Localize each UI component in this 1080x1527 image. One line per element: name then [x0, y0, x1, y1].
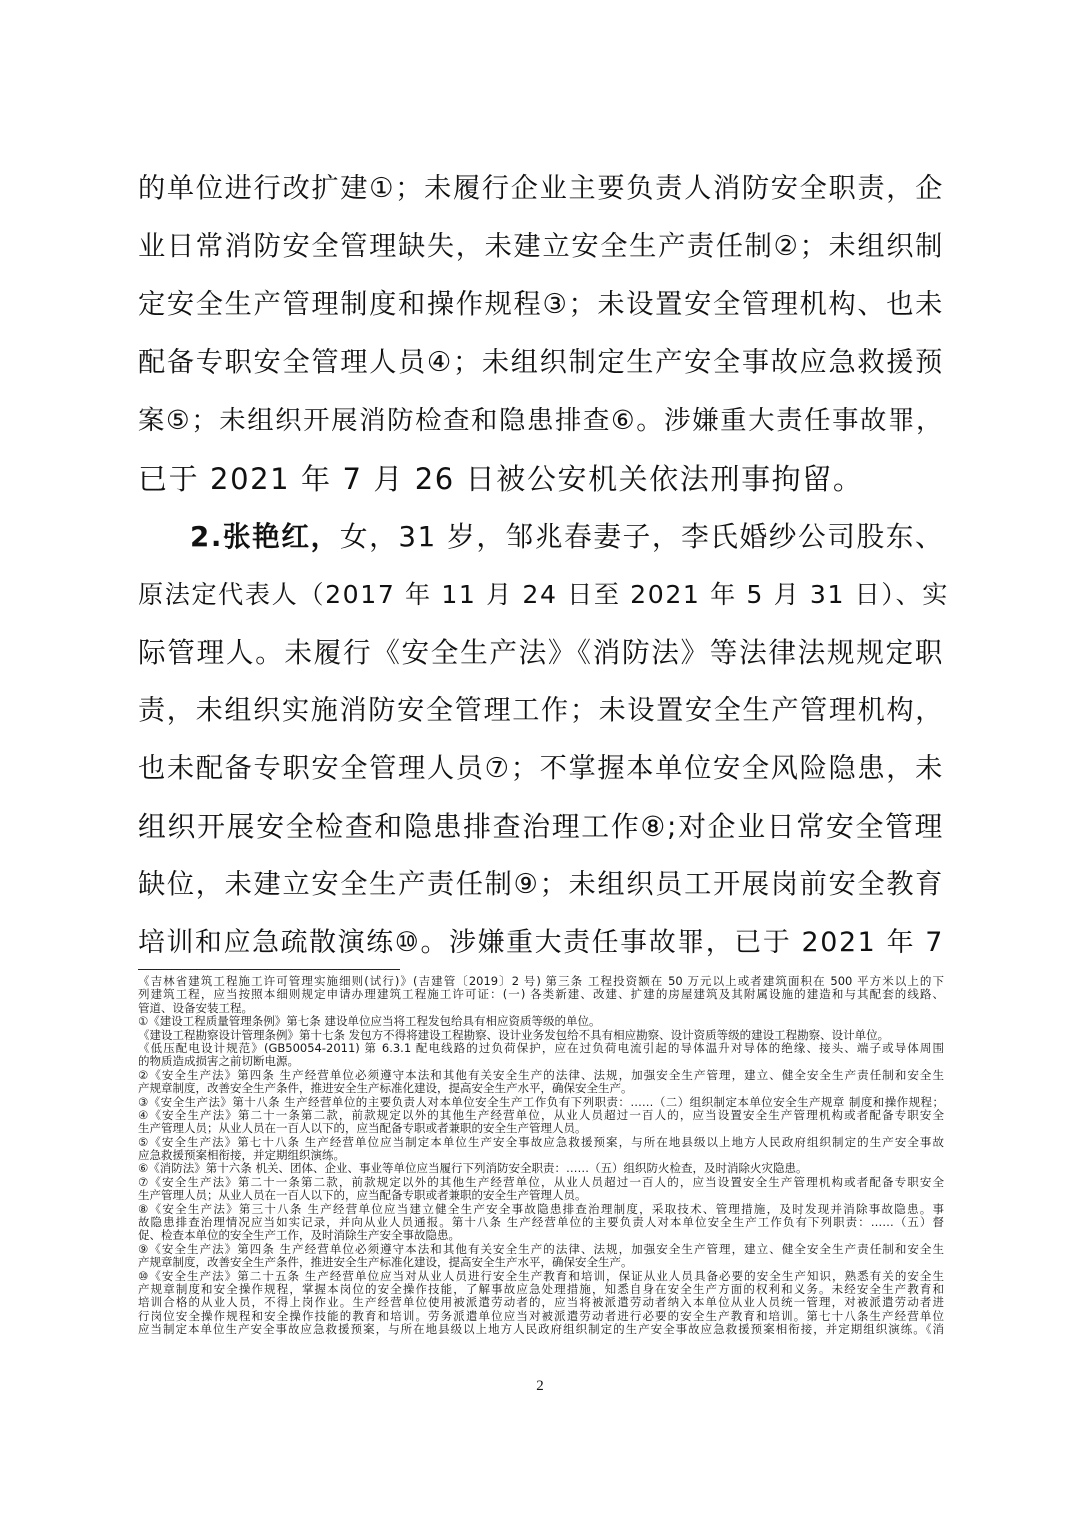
footnote-line: ①《建设工程质量管理条例》第七条 建设单位应当将工程发包给具有相应资质等级的单位。: [138, 1014, 601, 1029]
body-line: 业日常消防安全管理缺失，未建立安全生产责任制②；未组织制: [138, 231, 944, 262]
footnote-line: ⑦《安全生产法》第二十一条第二款，前款规定以外的其他生产经营单位，从业人员超过一百人的，应当设置安全生产管理机构或者配备专职安全: [138, 1174, 944, 1189]
footnote-line: ③《安全生产法》第十八条 生产经营单位的主要负责人对本单位安全生产工作负有下列职责：……（二）组织制定本单位安全生产规章 制度和操作规程；: [138, 1094, 944, 1109]
footnote-line: ⑤《安全生产法》第七十八条 生产经营单位应当制定本单位生产安全事故应急救援预案，与所在地县级以上地方人民政府组织制定的生产安全事故: [138, 1134, 944, 1149]
footnote-line: 《建设工程勘察设计管理条例》第十七条 发包方不得将建设工程勘察、设计业务发包给不具有相应勘察、设计资质等级的建设工程勘察、设计单位。: [138, 1027, 890, 1042]
footnote-line: 生产管理人员；从业人员在一百人以下的，应当配备专职或者兼职的安全生产管理人员。: [138, 1121, 587, 1136]
body-line: 配备专职安全管理人员④；未组织制定生产安全事故应急救援预: [138, 347, 944, 378]
footnote-line: 故隐患排查治理情况应当如实记录，并向从业人员通报。第十八条 生产经营单位的主要负责人对本单位安全生产工作负有下列职责：……（五）督: [138, 1215, 944, 1230]
person-description: 女，31 岁，邹兆春妻子，李氏婚纱公司股东、: [339, 520, 945, 553]
footnote-line: 的物质造成损害之前切断电源。: [138, 1054, 299, 1069]
footnote-line: 应当制定本单位生产安全事故应急救援预案，与所在地县级以上地方人民政府组织制定的生产安全事故应急救援预案相衔接，并定期组织演练。《消: [138, 1322, 944, 1337]
body-line: 组织开展安全检查和隐患排查治理工作⑧;对企业日常安全管理: [138, 810, 944, 843]
body-text: [138, 160, 949, 972]
footnote-line: 列建筑工程，应当按照本细则规定申请办理建筑工程施工许可证：(一) 各类新建、改建、扩建的房屋建筑及其附属设施的建造和与其配套的线路、: [138, 987, 944, 1002]
footnote-line: 产规章制度，改善安全生产条件，推进安全生产标准化建设，提高安全生产水平，确保安全生产。: [138, 1081, 633, 1096]
footnote-line: ④《安全生产法》第二十一条第二款，前款规定以外的其他生产经营单位，从业人员超过一百人的，应当设置安全生产管理机构或者配备专职安全: [138, 1107, 944, 1122]
body-line: 已于 2021 年 7 月 26 日被公安机关依法刑事拘留。: [138, 462, 864, 496]
footnote-line: 行岗位安全操作规程和安全操作技能的教育和培训。劳务派遣单位应当对被派遣劳动者进行必要的安全生产教育和培训。第七十八条生产经营单位: [138, 1308, 944, 1323]
body-line: 培训和应急疏散演练⑩。涉嫌重大责任事故罪，已于 2021 年 7: [138, 927, 944, 958]
body-line: 的单位进行改扩建①；未履行企业主要负责人消防安全职责，企: [138, 173, 944, 204]
person-name: 2.张艳红，: [190, 520, 340, 553]
footnote-line: ⑩《安全生产法》第二十五条 生产经营单位应当对从业人员进行安全生产教育和培训，保证从业人员具备必要的安全生产知识，熟悉有关的安全生: [138, 1268, 944, 1283]
body-line: 缺位，未建立安全生产责任制⑨；未组织员工开展岗前安全教育: [138, 869, 944, 900]
body-line: 责，未组织实施消防安全管理工作；未设置安全生产管理机构，: [138, 695, 944, 726]
footnote-line: 产规章制度，改善安全生产条件，推进安全生产标准化建设，提高安全生产水平，确保安全生产。: [138, 1255, 633, 1270]
footnote-line: 应急救援预案相衔接，并定期组织演练。: [138, 1148, 345, 1163]
footnote-line: 《低压配电设计规范》(GB50054-2011) 第 6.3.1 配电线路的过负荷保护，应在过负荷电流引起的导体温升对导体的绝缘、接头、端子或导体周围: [138, 1040, 944, 1055]
footnotes: [138, 975, 944, 1337]
body-line: 定安全生产管理制度和操作规程③；未设置安全管理机构、也未: [138, 289, 944, 320]
body-line: 际管理人。未履行《安全生产法》《消防法》等法律法规规定职: [138, 636, 944, 669]
page-number: 2: [536, 1378, 544, 1394]
footnote-line: 《吉林省建筑工程施工许可管理实施细则(试行)》(吉建管〔2019〕2 号) 第三条 工程投资额在 50 万元以上或者建筑面积在 500 平方米以上的下: [138, 974, 944, 988]
body-line: 案⑤；未组织开展消防检查和隐患排查⑥。涉嫌重大责任事故罪，: [138, 406, 944, 436]
body-line: 也未配备专职安全管理人员⑦；不掌握本单位安全风险隐患，未: [138, 753, 944, 784]
footnote-line: ⑧《安全生产法》第三十八条 生产经营单位应当建立健全生产安全事故隐患排查治理制度，采取技术、管理措施，及时发现并消除事故隐患。事: [138, 1201, 944, 1216]
paragraph-2-first-line: [138, 508, 944, 566]
footnote-line: 管道、设备安装工程。: [138, 1000, 253, 1015]
footnote-separator: [138, 969, 400, 970]
body-line: 原法定代表人（2017 年 11 月 24 日至 2021 年 5 月 31 日）、实: [138, 580, 949, 609]
footnote-line: 促、检查本单位的安全生产工作，及时消除生产安全事故隐患。: [138, 1228, 460, 1243]
footnote-line: 产规章制度和安全操作规程，掌握本岗位的安全操作技能，了解事故应急处理措施，知悉自身在安全生产方面的权利和义务。未经安全生产教育和: [138, 1281, 944, 1296]
footnote-line: ⑥《消防法》第十六条 机关、团体、企业、事业等单位应当履行下列消防安全职责：……（五）组织防火检查，及时消除火灾隐患。: [138, 1161, 808, 1176]
footnote-line: ⑨《安全生产法》第四条 生产经营单位必须遵守本法和其他有关安全生产的法律、法规，加强安全生产管理，建立、健全安全生产责任制和安全生: [138, 1241, 944, 1256]
footnote-line: ②《安全生产法》第四条 生产经营单位必须遵守本法和其他有关安全生产的法律、法规，加强安全生产管理，建立、健全安全生产责任制和安全生: [138, 1067, 944, 1082]
footnote-line: 生产管理人员；从业人员在一百人以下的，应当配备专职或者兼职的安全生产管理人员。: [138, 1188, 587, 1203]
footnote-line: 培训合格的从业人员，不得上岗作业。生产经营单位使用被派遣劳动者的，应当将被派遣劳动者纳入本单位从业人员统一管理，对被派遣劳动者进: [138, 1295, 944, 1310]
